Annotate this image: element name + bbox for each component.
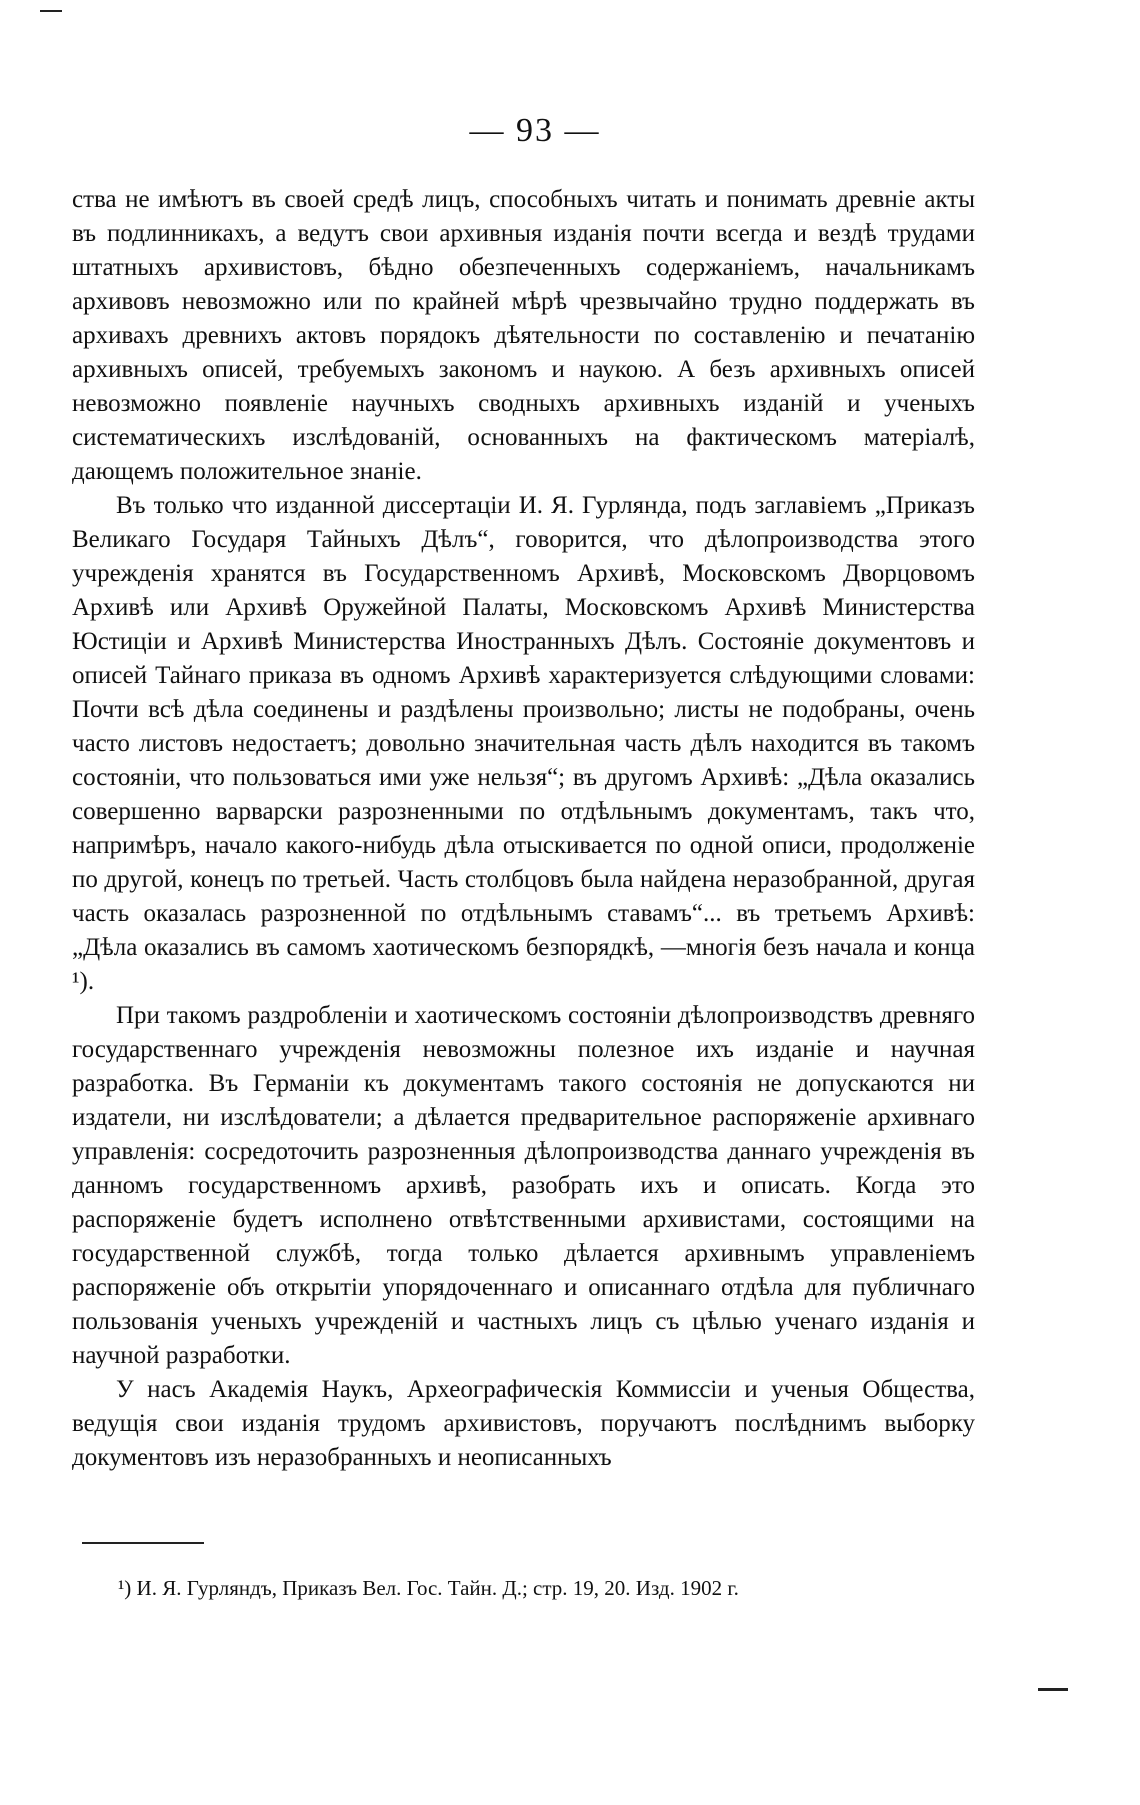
body-text — [72, 183, 975, 1475]
paragraph: У насъ Академія Наукъ, Археографическія Коммиссіи и ученыя Общества, ведущія свои изданія трудомъ архивистовъ, поручаютъ послѣднимъ выборку документовъ изъ неразобранныхъ и неописанныхъ — [72, 1376, 975, 1471]
scan-speck — [40, 10, 62, 12]
paragraph: ства не имѣютъ въ своей средѣ лицъ, способныхъ читать и понимать древніе акты въ подлинникахъ, а ведутъ свои архивныя изданія почти всегда и вездѣ трудами штатныхъ архивистовъ, бѣдно обезпеченныхъ содержаніемъ, начальникамъ архивовъ невозможно или по крайней мѣрѣ чрезвычайно трудно поддержать въ архивахъ древнихъ актовъ порядокъ дѣятельности по составленію и печатанію архивныхъ описей, требуемыхъ закономъ и наукою. А безъ архивныхъ описей невозможно появленіе научныхъ сводныхъ архивныхъ изданій и ученыхъ систематическихъ изслѣдованій, основанныхъ на фактическомъ матеріалѣ, дающемъ положительное знаніе. — [72, 186, 975, 485]
footnote: ¹) И. Я. Гурляндъ, Приказъ Вел. Гос. Тайн. Д.; стр. 19, 20. Изд. 1902 г. — [118, 1576, 739, 1600]
paragraph: При такомъ раздробленіи и хаотическомъ состояніи дѣлопроизводствъ древняго государственнаго учрежденія невозможны полезное ихъ изданіе и научная разработка. Въ Германіи къ документамъ такого состоянія не допускаются ни издатели, ни изслѣдователи; а дѣлается предварительное распоряженіе архивнаго управленія: сосредоточить разрозненныя дѣлопроизводства даннаго учрежденія въ данномъ государственномъ архивѣ, разобрать ихъ и описать. Когда это распоряженіе будетъ исполнено отвѣтственными архивистами, состоящими на государственной службѣ, тогда только дѣлается архивнымъ управленіемъ распоряженіе объ открытіи упорядоченнаго и описаннаго отдѣла для публичнаго пользованія ученыхъ учрежденій и частныхъ лицъ съ цѣлью ученаго изданія и научной разработки. — [72, 1002, 975, 1369]
page-number: — 93 — — [469, 112, 601, 149]
paragraph: Въ только что изданной диссертаціи И. Я. Гурлянда, подъ заглавіемъ „Приказъ Великаго Государя Тайныхъ Дѣлъ“, говорится, что дѣлопроизводства этого учрежденія хранятся въ Государственномъ Архивѣ, Московскомъ Дворцовомъ Архивѣ или Архивѣ Оружейной Палаты, Московскомъ Архивѣ Министерства Юстиціи и Архивѣ Министерства Иностранныхъ Дѣлъ. Состояніе документовъ и описей Тайнаго приказа въ одномъ Архивѣ характеризуется слѣдующими словами: Почти всѣ дѣла соединены и раздѣлены произвольно; листы не подобраны, очень часто листовъ недостаетъ; довольно значительная часть дѣлъ находится въ такомъ состояніи, что пользоваться ими уже нельзя“; въ другомъ Архивѣ: „Дѣла оказались совершенно варварски разрозненными по отдѣльнымъ документамъ, такъ что, напримѣръ, начало какого-нибудь дѣла отыскивается по одной описи, продолженіе по другой, конецъ по третьей. Часть столбцовъ была найдена неразобранной, другая часть оказалась разрозненной по отдѣльнымъ ставамъ“... въ третьемъ Архивѣ: „Дѣла оказались въ самомъ хаотическомъ безпорядкѣ, —многія безъ начала и конца ¹). — [72, 492, 975, 995]
footnote-divider — [82, 1542, 204, 1544]
scan-speck — [1038, 1688, 1068, 1691]
